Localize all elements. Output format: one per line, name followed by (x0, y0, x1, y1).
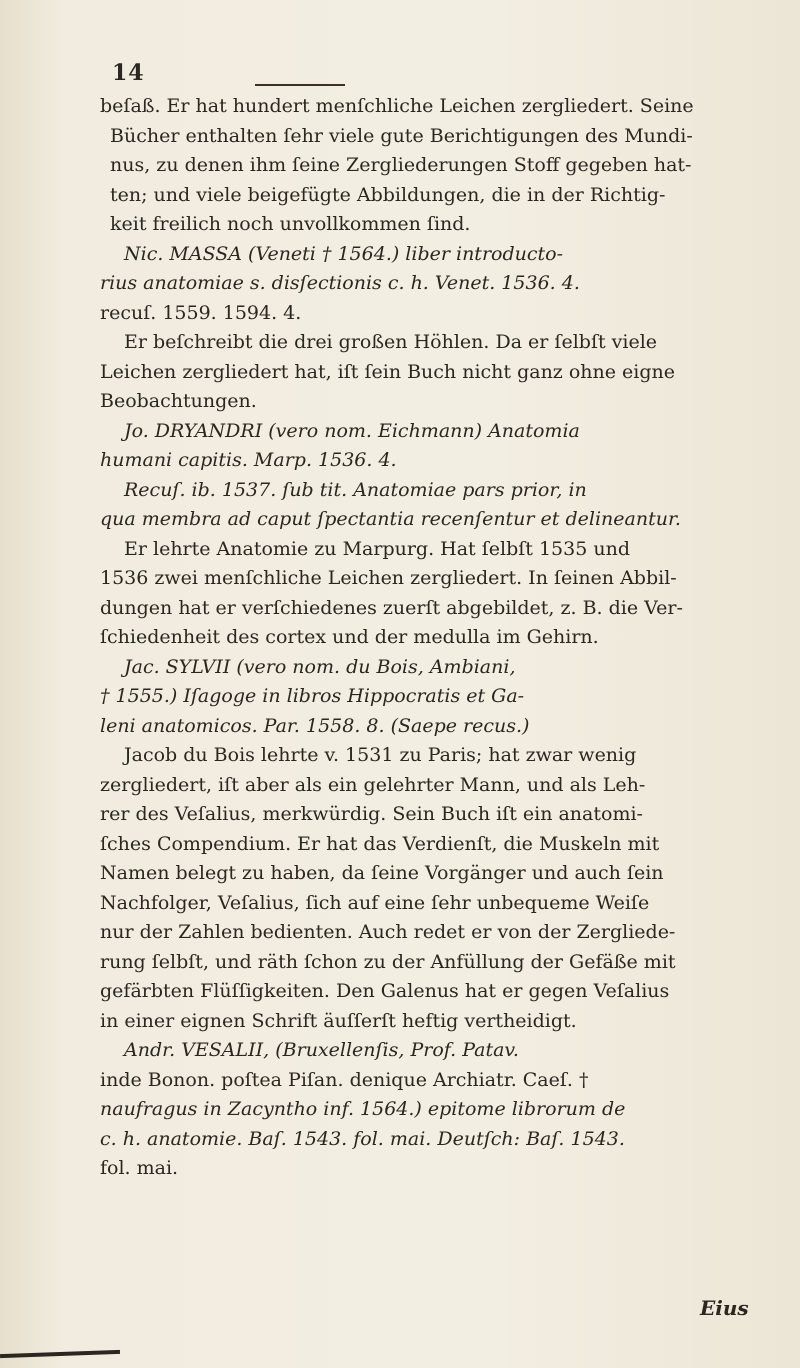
text-line: ſchiedenheit des cortex und der medulla im Gehirn. (100, 626, 599, 648)
body-text (100, 92, 760, 1184)
entry-title-line: recuſ. 1559. 1594. 4. (100, 301, 302, 324)
entry-title-line: naufragus in Zacyntho inf. 1564.) epitome librorum de (100, 1098, 626, 1120)
ink-stroke (0, 1350, 120, 1358)
text-line: Namen belegt zu haben, da ſeine Vorgänger und auch ſein (100, 862, 664, 884)
text-line: Er lehrte Anatomie zu Marpurg. Hat ſelbſt 1535 und (124, 537, 630, 560)
text-line: zergliedert, iſt aber als ein gelehrter Mann, und als Leh- (100, 773, 646, 796)
text-line: nur der Zahlen bedienten. Auch redet er von der Zergliede- (100, 921, 676, 943)
entry-title-line: † 1555.) Iſagoge in libros Hippocratis et Ga- (100, 685, 525, 707)
entry-title-line: inde Bonon. poſtea Piſan. denique Archiatr. Caeſ. † (100, 1068, 589, 1091)
text-line: Nachfolger, Veſalius, ſich auf eine ſehr unbequeme Weiſe (100, 891, 650, 914)
entry-title-line: Recuſ. ib. 1537. ſub tit. Anatomiae pars prior, in (124, 478, 587, 501)
entry-heading: Andr. VESALII, (Bruxellenſis, Prof. Patav. (124, 1039, 519, 1061)
entry-title-line: c. h. anatomie. Baſ. 1543. fol. mai. Deutſch: Baſ. 1543. (100, 1127, 625, 1150)
text-line: 1536 zwei menſchliche Leichen zergliedert. In ſeinen Abbil- (100, 567, 677, 589)
text-line: Leichen zergliedert hat, iſt ſein Buch nicht ganz ohne eigne (100, 360, 676, 383)
text-line: Er beſchreibt die drei großen Höhlen. Da er ſelbſt viele (124, 331, 658, 353)
text-line: Beobachtungen. (100, 390, 257, 412)
text-line: rung ſelbſt, und räth ſchon zu der Anfüllung der Gefäße mit (100, 950, 676, 973)
entry-heading: Jo. DRYANDRI (vero nom. Eichmann) Anatomia (124, 419, 580, 442)
catchword: Eius (700, 1296, 749, 1320)
text-line: ten; und viele beigefügte Abbildungen, die in der Richtig- (110, 183, 666, 206)
entry-title-line: humani capitis. Marp. 1536. 4. (100, 449, 397, 471)
page-number: 14 (112, 60, 145, 86)
header-rule (255, 84, 345, 86)
text-line: dungen hat er verſchiedenes zuerſt abgebildet, z. B. die Ver- (100, 596, 683, 619)
entry-title-line: leni anatomicos. Par. 1558. 8. (Saepe recus.) (100, 714, 530, 737)
text-line: Jacob du Bois lehrte v. 1531 zu Paris; hat zwar wenig (124, 744, 637, 766)
text-line: in einer eignen Schrift äuſſerſt heftig vertheidigt. (100, 1009, 577, 1032)
entry-title-line: qua membra ad caput ſpectantia recenſentur et delineantur. (100, 508, 681, 530)
text-line: Bücher enthalten ſehr viele gute Berichtigungen des Mundi- (110, 124, 693, 147)
entry-title-line: rius anatomiae s. disſectionis c. h. Venet. 1536. 4. (100, 272, 580, 294)
text-line: rer des Veſalius, merkwürdig. Sein Buch iſt ein anatomi- (100, 803, 643, 825)
entry-title-line: fol. mai. (100, 1157, 179, 1179)
entry-heading: Jac. SYLVII (vero nom. du Bois, Ambiani, (124, 655, 516, 678)
text-line: ſches Compendium. Er hat das Verdienſt, die Muskeln mit (100, 832, 660, 855)
entry-heading: Nic. MASSA (Veneti † 1564.) liber introducto- (124, 242, 563, 265)
text-line: nus, zu denen ihm ſeine Zergliederungen Stoff gegeben hat- (110, 154, 692, 176)
text-line: beſaß. Er hat hundert menſchliche Leichen zergliedert. Seine (100, 95, 694, 117)
text-line: gefärbten Flüſſigkeiten. Den Galenus hat er gegen Veſalius (100, 980, 670, 1002)
text-line: keit freilich noch unvollkommen ſind. (110, 213, 471, 235)
